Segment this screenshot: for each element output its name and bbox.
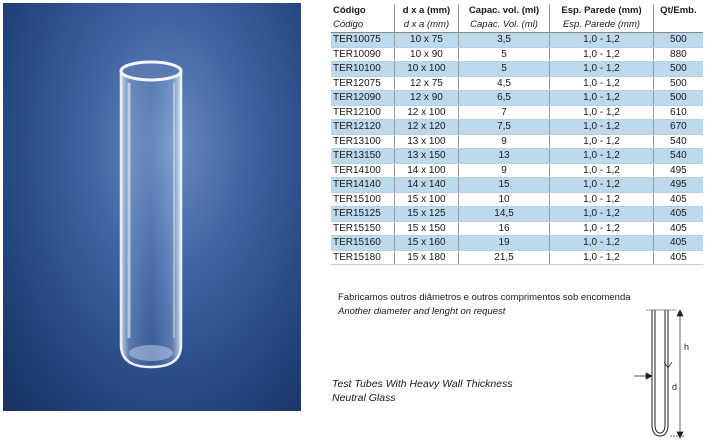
cell-dimensions: 15 x 100 xyxy=(395,192,459,207)
cell-code: TER12075 xyxy=(331,76,395,91)
cell-code: TER12090 xyxy=(331,91,395,106)
cell-dimensions: 10 x 100 xyxy=(395,62,459,77)
cell-dimensions: 15 x 150 xyxy=(395,221,459,236)
height-label: h xyxy=(684,342,690,352)
cell-capacity: 7,5 xyxy=(458,120,549,135)
cell-code: TER13100 xyxy=(331,134,395,149)
table-row xyxy=(331,178,703,193)
cell-capacity: 21,5 xyxy=(458,250,549,265)
product-spec-table xyxy=(331,4,703,265)
cell-quantity: 405 xyxy=(653,250,703,265)
cell-quantity: 670 xyxy=(653,120,703,135)
subheader-quantity xyxy=(653,18,703,33)
cell-dimensions: 12 x 75 xyxy=(395,76,459,91)
cell-capacity: 3,5 xyxy=(458,33,549,48)
cell-capacity: 9 xyxy=(458,134,549,149)
table-row xyxy=(331,33,703,48)
cell-code: TER10090 xyxy=(331,47,395,62)
custom-order-note-en: Another diameter and lenght on request xyxy=(338,306,506,317)
table-row xyxy=(331,149,703,164)
header-quantity: Qt/Emb. xyxy=(653,4,703,18)
header-dimensions: d x a (mm) xyxy=(395,4,459,18)
cell-wall-thickness: 1,0 - 1,2 xyxy=(550,120,654,135)
table-row xyxy=(331,192,703,207)
table-row xyxy=(331,207,703,222)
height-dimension xyxy=(670,310,684,438)
cell-wall-thickness: 1,0 - 1,2 xyxy=(550,178,654,193)
cell-dimensions: 13 x 150 xyxy=(395,149,459,164)
cell-wall-thickness: 1,0 - 1,2 xyxy=(550,163,654,178)
cell-code: TER13150 xyxy=(331,149,395,164)
cell-capacity: 15 xyxy=(458,178,549,193)
header-capacity: Capac. vol. (ml) xyxy=(458,4,549,18)
cell-capacity: 16 xyxy=(458,221,549,236)
cell-quantity: 405 xyxy=(653,236,703,251)
table-row xyxy=(331,62,703,77)
cell-wall-thickness: 1,0 - 1,2 xyxy=(550,91,654,106)
cell-capacity: 6,5 xyxy=(458,91,549,106)
subheader-row xyxy=(331,18,703,33)
cell-code: TER15125 xyxy=(331,207,395,222)
cell-quantity: 500 xyxy=(653,33,703,48)
cell-dimensions: 12 x 100 xyxy=(395,105,459,120)
cell-wall-thickness: 1,0 - 1,2 xyxy=(550,250,654,265)
table-row xyxy=(331,120,703,135)
diameter-dimension xyxy=(634,362,672,416)
cell-wall-thickness: 1,0 - 1,2 xyxy=(550,236,654,251)
cell-dimensions: 12 x 90 xyxy=(395,91,459,106)
tube-dimension-diagram xyxy=(628,306,708,442)
diameter-label: d xyxy=(672,382,678,392)
cell-code: TER14100 xyxy=(331,163,395,178)
cell-quantity: 610 xyxy=(653,105,703,120)
cell-quantity: 880 xyxy=(653,47,703,62)
cell-capacity: 14,5 xyxy=(458,207,549,222)
cell-code: TER10100 xyxy=(331,62,395,77)
cell-quantity: 405 xyxy=(653,192,703,207)
cell-dimensions: 14 x 140 xyxy=(395,178,459,193)
cell-wall-thickness: 1,0 - 1,2 xyxy=(550,62,654,77)
tube-outline xyxy=(646,310,676,436)
cell-quantity: 500 xyxy=(653,91,703,106)
cell-quantity: 405 xyxy=(653,207,703,222)
table-row xyxy=(331,105,703,120)
cell-quantity: 500 xyxy=(653,62,703,77)
table-row xyxy=(331,76,703,91)
cell-wall-thickness: 1,0 - 1,2 xyxy=(550,76,654,91)
cell-capacity: 13 xyxy=(458,149,549,164)
header-row xyxy=(331,4,703,18)
cell-wall-thickness: 1,0 - 1,2 xyxy=(550,33,654,48)
cell-quantity: 495 xyxy=(653,163,703,178)
cell-quantity: 540 xyxy=(653,149,703,164)
cell-code: TER15160 xyxy=(331,236,395,251)
cell-dimensions: 10 x 90 xyxy=(395,47,459,62)
cell-wall-thickness: 1,0 - 1,2 xyxy=(550,47,654,62)
cell-capacity: 5 xyxy=(458,62,549,77)
subheader-code: Código xyxy=(331,18,395,33)
custom-order-note-pt: Fabricamos outros diâmetros e outros comprimentos sob encomenda xyxy=(338,292,631,303)
cell-dimensions: 10 x 75 xyxy=(395,33,459,48)
subheader-dimensions: d x a (mm) xyxy=(395,18,459,33)
table-row xyxy=(331,236,703,251)
cell-code: TER12100 xyxy=(331,105,395,120)
cell-capacity: 5 xyxy=(458,47,549,62)
cell-dimensions: 15 x 180 xyxy=(395,250,459,265)
cell-capacity: 10 xyxy=(458,192,549,207)
subheader-wall-thickness: Esp. Parede (mm) xyxy=(550,18,654,33)
cell-quantity: 540 xyxy=(653,134,703,149)
cell-wall-thickness: 1,0 - 1,2 xyxy=(550,105,654,120)
cell-dimensions: 14 x 100 xyxy=(395,163,459,178)
cell-capacity: 19 xyxy=(458,236,549,251)
product-caption-subtitle: Neutral Glass xyxy=(332,392,396,404)
cell-code: TER14140 xyxy=(331,178,395,193)
cell-quantity: 495 xyxy=(653,178,703,193)
cell-wall-thickness: 1,0 - 1,2 xyxy=(550,134,654,149)
cell-wall-thickness: 1,0 - 1,2 xyxy=(550,149,654,164)
cell-capacity: 4,5 xyxy=(458,76,549,91)
table-row xyxy=(331,250,703,265)
cell-dimensions: 15 x 160 xyxy=(395,236,459,251)
table-row xyxy=(331,163,703,178)
cell-code: TER15100 xyxy=(331,192,395,207)
cell-quantity: 500 xyxy=(653,76,703,91)
header-wall-thickness: Esp. Parede (mm) xyxy=(550,4,654,18)
cell-quantity: 405 xyxy=(653,221,703,236)
cell-dimensions: 15 x 125 xyxy=(395,207,459,222)
cell-capacity: 7 xyxy=(458,105,549,120)
cell-wall-thickness: 1,0 - 1,2 xyxy=(550,221,654,236)
test-tube-image xyxy=(3,3,301,411)
cell-code: TER10075 xyxy=(331,33,395,48)
cell-capacity: 9 xyxy=(458,163,549,178)
cell-dimensions: 12 x 120 xyxy=(395,120,459,135)
cell-wall-thickness: 1,0 - 1,2 xyxy=(550,192,654,207)
table-row xyxy=(331,221,703,236)
header-code: Código xyxy=(333,5,366,16)
cell-dimensions: 13 x 100 xyxy=(395,134,459,149)
table-row xyxy=(331,134,703,149)
product-caption-title: Test Tubes With Heavy Wall Thickness xyxy=(332,378,513,390)
product-photo xyxy=(3,3,301,411)
table-row xyxy=(331,47,703,62)
cell-code: TER15150 xyxy=(331,221,395,236)
cell-wall-thickness: 1,0 - 1,2 xyxy=(550,207,654,222)
cell-code: TER12120 xyxy=(331,120,395,135)
cell-code: TER15180 xyxy=(331,250,395,265)
table-row xyxy=(331,91,703,106)
subheader-capacity: Capac. Vol. (ml) xyxy=(458,18,549,33)
